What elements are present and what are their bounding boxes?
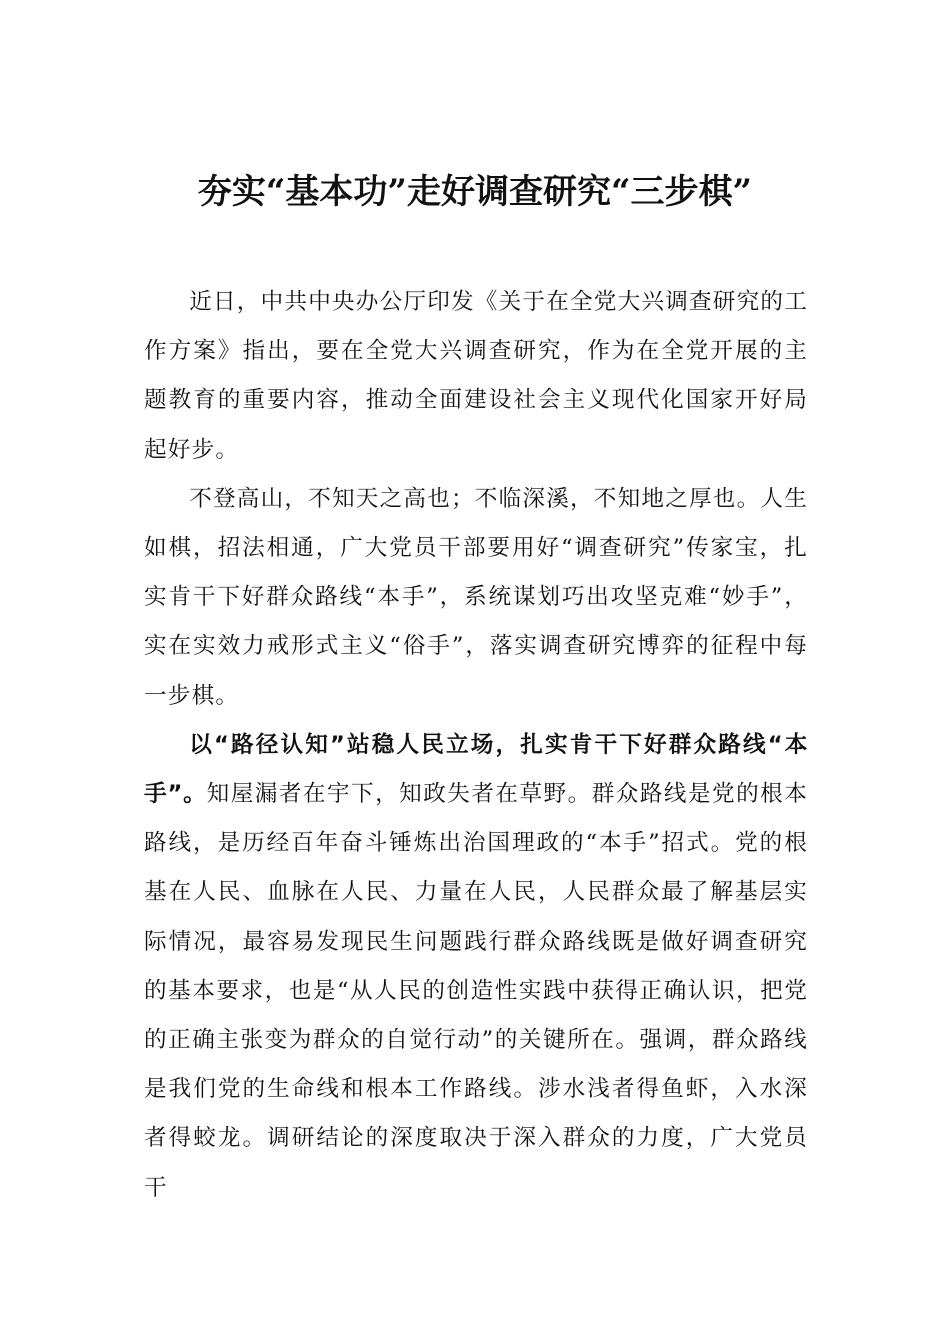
paragraph-1-text: 近日，中共中央办公厅印发《关于在全党大兴调查研究的工作方案》指出，要在全党大兴调查研究，作为在全党开展的主题教育的重要内容，推动全面建设社会主义现代化国家开好局起好步。: [144, 289, 808, 463]
document-title: 夯实“基本功”走好调查研究“三步棋”: [197, 172, 753, 212]
paragraph-1: [144, 278, 808, 475]
document-body: [144, 278, 808, 1213]
paragraph-2-text: 不登高山，不知天之高也；不临深溪，不知地之厚也。人生如棋，招法相通，广大党员干部要用好“调查研究”传家宝，扎实肯干下好群众路线“本手”，系统谋划巧出攻坚克难“妙手”，实在实效力戒形式主义“俗手”，落实调查研究博弈的征程中每一步棋。: [144, 485, 808, 709]
paragraph-3-lead: 以“路径认知”站稳人民立场，扎实肯干下好群众路线“本手”。: [144, 731, 808, 808]
paragraph-3-text: 知屋漏者在宇下，知政失者在草野。群众路线是党的根本路线，是历经百年奋斗锤炼出治国理政的“本手”招式。党的根基在人民、血脉在人民、力量在人民，人民群众最了解基层实际情况，最容易发现民生问题践行群众路线既是做好调查研究的基本要求，也是“从人民的创造性实践中获得正确认识，把党的正确主张变为群众的自觉行动”的关键所在。强调，群众路线是我们党的生命线和根本工作路线。涉水浅者得鱼虾，入水深者得蛟龙。调研结论的深度取决于深入群众的力度，广大党员干: [144, 781, 808, 1201]
paragraph-2: [144, 475, 808, 721]
paragraph-3: [144, 721, 808, 1213]
